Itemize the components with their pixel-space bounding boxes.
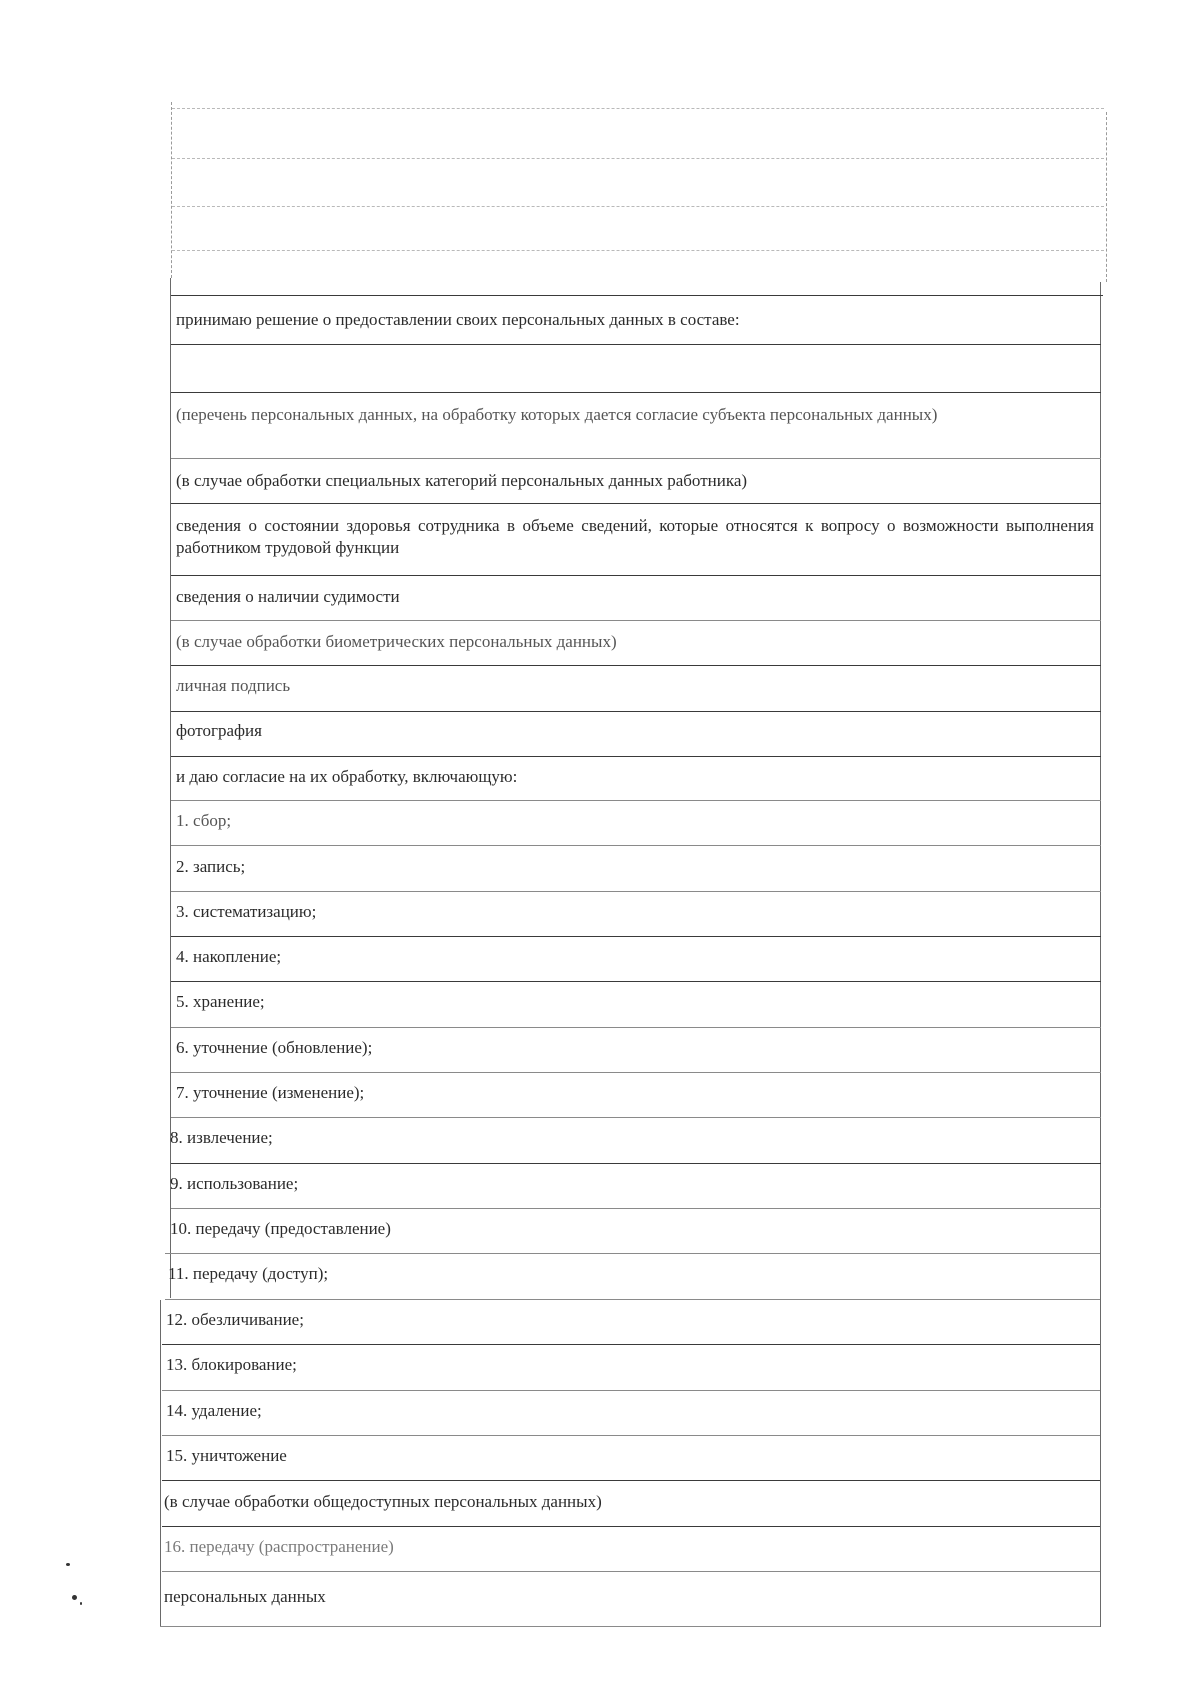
consent-intro-text: принимаю решение о предоставлении своих персональных данных в составе: [176,310,740,329]
special-categories-heading: (в случае обработки специальных категорий персональных данных работника) [176,471,748,490]
processing-item: 16. передачу (распространение) [164,1537,394,1556]
processing-item: 2. запись; [176,857,246,876]
row-divider [171,981,1101,982]
processing-item: 14. удаление; [166,1401,262,1420]
public-data-heading: (в случае обработки общедоступных персональных данных) [164,1492,602,1511]
empty-row-divider [172,158,1104,159]
row-divider [162,1480,1100,1481]
photo-item: фотография [176,721,262,740]
criminal-record-item: сведения о наличии судимости [176,587,400,606]
row-divider [162,1526,1100,1527]
row-divider [171,620,1101,621]
health-info-item: сведения о состоянии здоровья сотрудника в объеме сведений, которые относятся к вопросу о возможности выполнения работником трудовой функции [176,516,1094,557]
row-divider [171,1163,1101,1164]
processing-item: 5. хранение; [176,992,265,1011]
biometric-heading: (в случае обработки биометрических персональных данных) [176,632,617,651]
row-divider [162,1390,1100,1391]
row-divider [171,936,1101,937]
row-divider [171,458,1101,459]
processing-item: 11. передачу (доступ); [168,1264,329,1283]
empty-row-divider [172,108,1104,109]
scan-speck [66,1563,70,1566]
processing-item: 9. использование; [170,1174,299,1193]
row-divider [171,1117,1101,1118]
processing-item: 13. блокирование; [166,1355,297,1374]
row-divider [171,1072,1101,1073]
empty-row-divider [172,250,1104,251]
row-divider [171,711,1101,712]
processing-item: 12. обезличивание; [166,1310,304,1329]
row-divider [171,575,1101,576]
processing-consent-text: и даю согласие на их обработку, включающую: [176,767,518,786]
processing-item: 3. систематизацию; [176,902,317,921]
row-divider [171,344,1101,345]
row-divider [165,1299,1100,1300]
row-divider [162,1435,1100,1436]
row-divider [171,891,1101,892]
processing-item: 8. извлечение; [170,1128,273,1147]
table-left-border-lower [160,1300,161,1626]
row-divider [171,1208,1101,1209]
processing-item: 10. передачу (предоставление) [170,1219,391,1238]
processing-item: 6. уточнение (обновление); [176,1038,373,1057]
row-divider [162,1571,1100,1572]
row-divider [171,503,1101,504]
row-divider [162,1344,1100,1345]
table-right-border [1100,282,1101,1627]
row-divider [160,1626,1100,1627]
scan-speck [72,1595,77,1600]
row-divider [171,1027,1101,1028]
processing-item: 15. уничтожение [166,1446,287,1465]
processing-item: 4. накопление; [176,947,282,966]
personal-data-closing: персональных данных [164,1587,326,1606]
table-left-border-top [171,102,172,278]
processing-item: 7. уточнение (изменение); [176,1083,365,1102]
scan-speck [80,1602,82,1605]
personal-data-list-note: (перечень персональных данных, на обработку которых дается согласие субъекта персональных данных) [176,405,938,424]
row-divider [171,800,1101,801]
processing-item: 1. сбор; [176,811,232,830]
row-divider [171,756,1101,757]
empty-row-divider [172,206,1104,207]
row-divider [171,665,1101,666]
signature-item: личная подпись [176,676,291,695]
row-divider [171,295,1103,296]
table-right-border-top [1106,112,1107,282]
row-divider [171,392,1101,393]
row-divider [165,1253,1100,1254]
row-divider [171,845,1101,846]
